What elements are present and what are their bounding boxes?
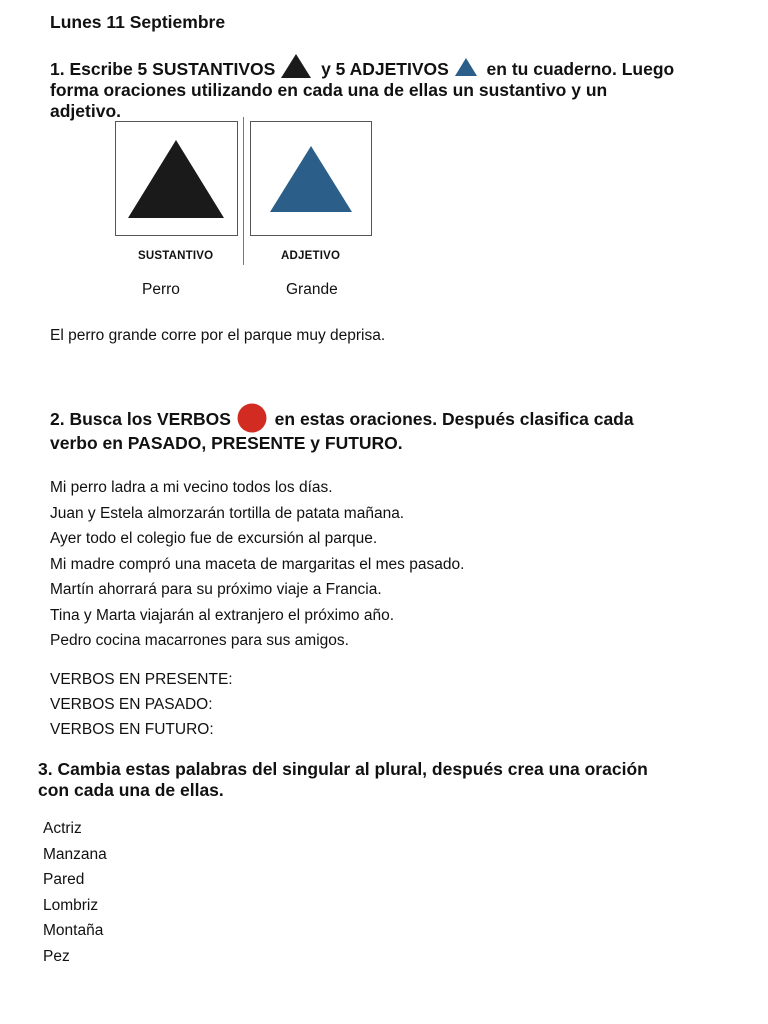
example-noun: Perro [142, 281, 180, 298]
section1-text-a: 1. Escribe 5 SUSTANTIVOS [50, 59, 276, 79]
list-item: Ayer todo el colegio fue de excursión al parque. [50, 530, 378, 547]
section3-heading [38, 759, 738, 801]
image-divider [243, 117, 244, 265]
list-item: Martín ahorrará para su próximo viaje a Francia. [50, 581, 382, 598]
adjective-image-box [250, 121, 372, 236]
example-adjective: Grande [286, 281, 338, 298]
list-item: Tina y Marta viajarán al extranjero el próximo año. [50, 606, 395, 624]
list-item: Manzana [43, 845, 107, 863]
large-black-triangle-icon [116, 122, 237, 235]
list-item: Pared [43, 871, 85, 888]
category-past: VERBOS EN PASADO: [50, 696, 213, 713]
example-sentence: El perro grande corre por el parque muy deprisa. [50, 327, 386, 344]
section2-heading-line1 [50, 403, 740, 433]
section2-heading-line2: verbo en PASADO, PRESENTE y FUTURO. [50, 433, 403, 453]
noun-image-box [115, 121, 238, 236]
list-item: Juan y Estela almorzarán tortilla de patata mañana. [50, 504, 405, 522]
verb-categories [50, 667, 233, 742]
section1-heading-line2: forma oraciones utilizando en cada una de ellas un sustantivo y un [50, 80, 608, 100]
section3-heading-line2: con cada una de ellas. [38, 780, 224, 800]
section1-heading [50, 53, 740, 122]
red-circle-icon [236, 403, 268, 433]
caption-adjective: ADJETIVO [281, 250, 341, 262]
section3-heading-line1: 3. Cambia estas palabras del singular al plural, después crea una oración [38, 759, 648, 779]
section1-text-b: y 5 ADJETIVOS [321, 59, 449, 79]
section1-heading-line1 [50, 53, 740, 80]
section1-heading-line3: adjetivo. [50, 101, 121, 121]
section2-text-b: en estas oraciones. Después clasifica cada [274, 409, 634, 429]
section1-text-c: en tu cuaderno. Luego [486, 59, 675, 79]
list-item: Mi madre compró una maceta de margaritas el mes pasado. [50, 555, 465, 573]
category-future: VERBOS EN FUTURO: [50, 721, 214, 738]
list-item: Actriz [43, 820, 82, 837]
large-blue-triangle-icon [251, 122, 371, 235]
category-present: VERBOS EN PRESENTE: [50, 671, 233, 688]
page-date: Lunes 11 Septiembre [50, 12, 226, 32]
caption-noun: SUSTANTIVO [138, 250, 214, 262]
blue-triangle-icon [454, 57, 478, 77]
section2-text-a: 2. Busca los VERBOS [50, 409, 231, 429]
list-item: Pez [43, 947, 70, 965]
list-item: Lombriz [43, 896, 99, 914]
singular-word-list [43, 816, 107, 969]
verb-sentence-list [50, 475, 464, 654]
black-triangle-icon [280, 53, 312, 79]
list-item: Mi perro ladra a mi vecino todos los días. [50, 479, 333, 496]
section2-heading [50, 403, 740, 454]
list-item: Montaña [43, 922, 104, 939]
list-item: Pedro cocina macarrones para sus amigos. [50, 632, 349, 649]
